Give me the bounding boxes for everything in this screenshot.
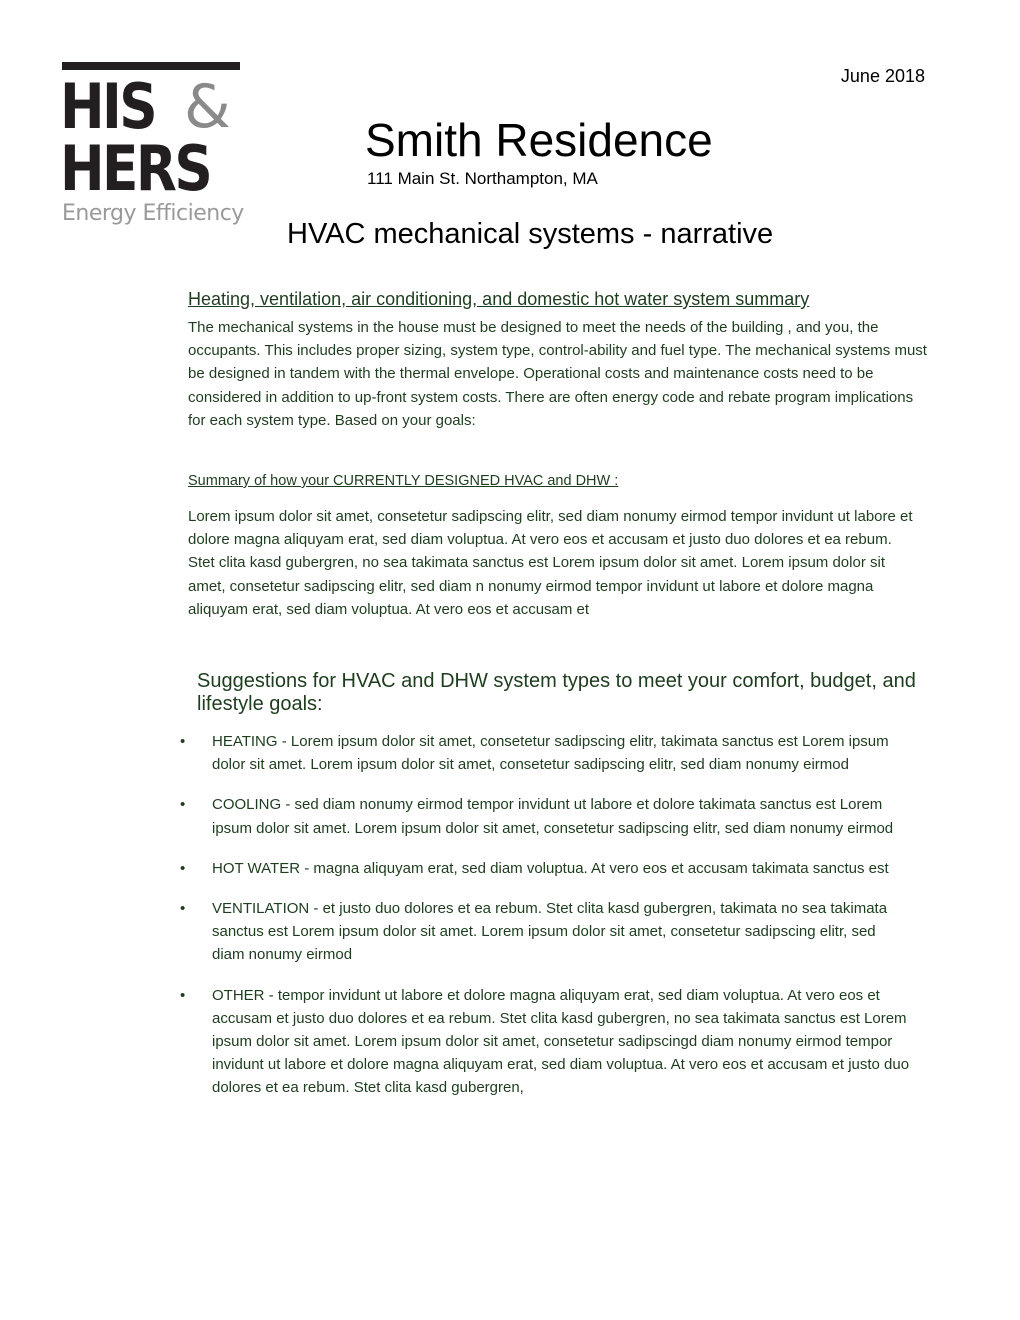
list-item: [180, 730, 912, 776]
logo-ampersand: &: [184, 72, 231, 142]
suggestions-list: [180, 730, 920, 1117]
list-item: [180, 857, 912, 880]
list-item: [180, 793, 912, 839]
suggestions-heading: Suggestions for HVAC and DHW system types to meet your comfort, budget, and lifestyle goals:: [197, 670, 916, 715]
bullet-icon: •: [180, 796, 186, 814]
logo-text-hers: HERS: [60, 132, 211, 205]
logo-tagline: Energy Efficiency: [62, 201, 244, 226]
bullet-icon: •: [180, 733, 186, 750]
current-design-paragraph: Lorem ipsum dolor sit amet, consetetur sadipscing elitr, sed diam nonumy eirmod tempor invidunt ut labore et dolore magna aliquyam erat, sed diam voluptua. At vero eos et accusam et justo duo dolores et ea rebum. Stet clita kasd gubergren, no sea takimata sanctus est Lorem ipsum dolor sit amet. Lorem ipsum dolor sit amet, consetetur sadipscing elitr, sed diam n nonumy eirmod tempor invidunt ut labore et dolore magna aliquyam erat, sed diam voluptua. At vero eos et accusam et: [188, 508, 913, 618]
list-item-text: HEATING - Lorem ipsum dolor sit amet, consetetur sadipscing elitr, takimata sanctus est Lorem ipsum dolor sit amet. Lorem ipsum dolor sit amet, consetetur sadipscing elitr, sed diam nonumy eirmod: [212, 733, 889, 774]
list-item-text: HOT WATER - magna aliquyam erat, sed diam voluptua. At vero eos et accusam takimata sanctus est: [212, 859, 889, 877]
bullet-icon: •: [180, 986, 186, 1004]
page-title: Smith Residence: [365, 114, 713, 166]
bullet-icon: •: [180, 900, 186, 918]
summary-heading: Heating, ventilation, air conditioning, and domestic hot water system summary: [188, 289, 810, 309]
logo-top-bar: [62, 62, 240, 70]
bullet-icon: •: [180, 859, 186, 877]
list-item-text: OTHER - tempor invidunt ut labore et dolore magna aliquyam erat, sed diam voluptua. At vero eos et accusam et justo duo dolores et ea rebum. Stet clita kasd gubergren, no sea takimata sanctus est Lorem ipsum dolor sit amet. Lorem ipsum dolor sit amet, consetetur sadipscingd diam nonumy eirmod tempor invidunt ut labore et dolore magna aliquyam erat, sed diam voluptua. At vero eos et accusam et justo duo dolores et ea rebum. Stet clita kasd gubergren,: [212, 986, 910, 1097]
address: 111 Main St. Northampton, MA: [367, 169, 598, 188]
list-item-text: VENTILATION - et justo duo dolores et ea rebum. Stet clita kasd gubergren, takimata no sea takimata sanctus est Lorem ipsum dolor sit amet. Lorem ipsum dolor sit amet, consetetur sadipscing elitr, sed diam nonumy eirmod: [212, 900, 888, 964]
company-logo: [62, 62, 242, 232]
logo-text-his: HIS: [60, 70, 156, 143]
page-subtitle: HVAC mechanical systems - narrative: [287, 218, 774, 250]
document-date: June 2018: [840, 66, 925, 86]
list-item-text: COOLING - sed diam nonumy eirmod tempor invidunt ut labore et dolore takimata sanctus est Lorem ipsum dolor sit amet. Lorem ipsum dolor sit amet, consetetur sadipscing elitr, sed diam nonumy eirmod: [212, 796, 894, 837]
current-design-heading: Summary of how your CURRENTLY DESIGNED HVAC and DHW :: [188, 473, 619, 489]
list-item: [180, 984, 912, 1100]
list-item: [180, 897, 912, 967]
summary-paragraph: The mechanical systems in the house must be designed to meet the needs of the building , and you, the occupants. This includes proper sizing, system type, control-ability and fuel type. The mechanical systems must be designed in tandem with the thermal envelope. Operational costs and maintenance costs need to be considered in addition to up-front system costs. There are often energy code and rebate program implications for each system type. Based on your goals:: [188, 319, 927, 429]
